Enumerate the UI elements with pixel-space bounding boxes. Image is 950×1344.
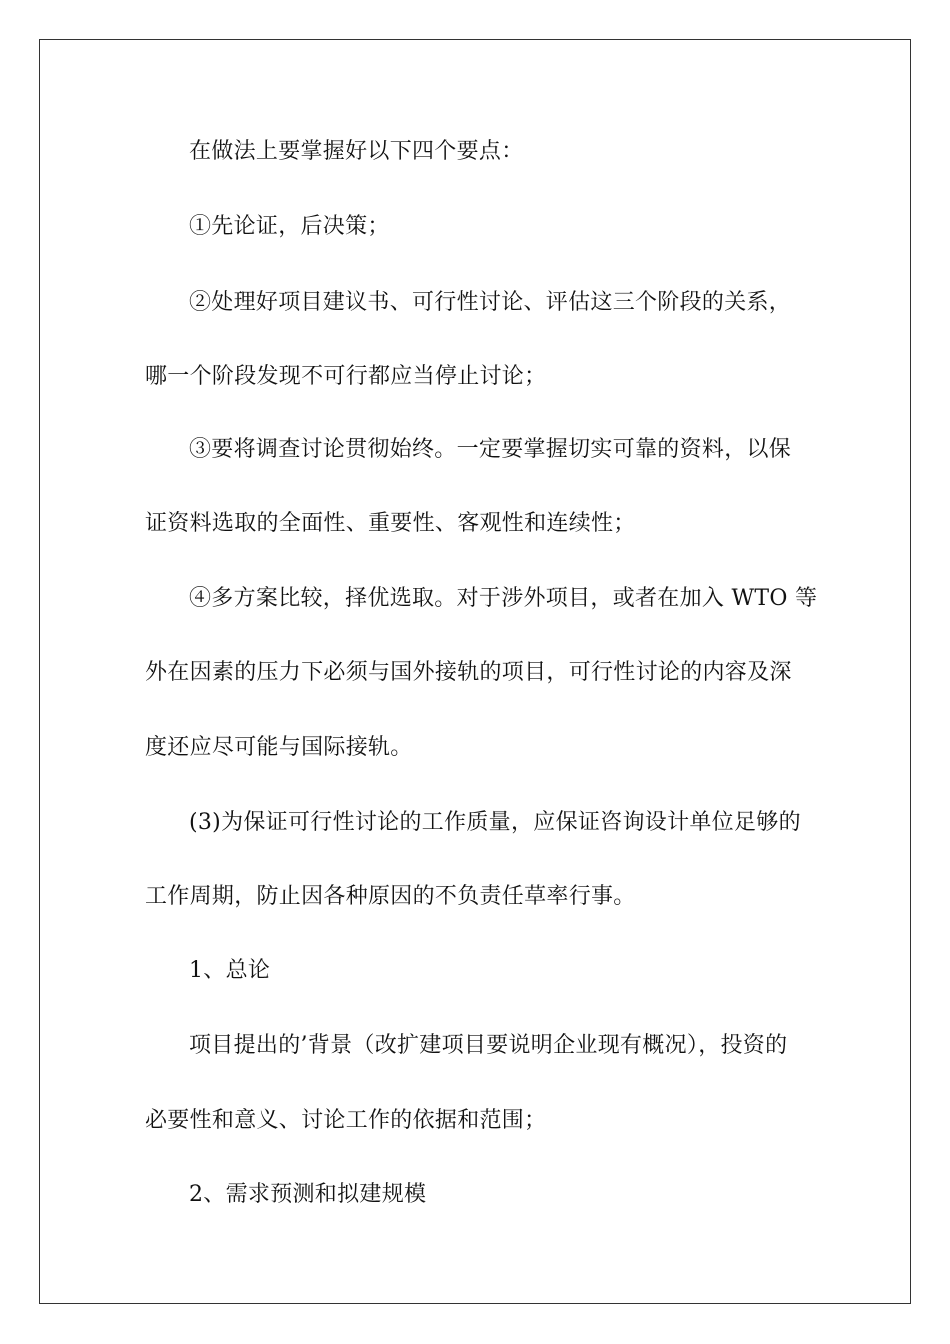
text-line: ①先论证，后决策；	[189, 214, 390, 239]
section-heading: 1、总论	[189, 958, 271, 983]
text-line: 度还应尽可能与国际接轨。	[145, 735, 413, 760]
text-line: ④多方案比较，择优选取。对于涉外项目，或者在加入 WTO 等	[189, 586, 818, 611]
text-line: 在做法上要掌握好以下四个要点：	[189, 139, 524, 164]
text-line: ③要将调查讨论贯彻始终。一定要掌握切实可靠的资料，以保	[189, 437, 792, 462]
text-line: ②处理好项目建议书、可行性讨论、评估这三个阶段的关系，	[189, 290, 792, 315]
text-line: 项目提出的’背景（改扩建项目要说明企业现有概况），投资的	[189, 1033, 788, 1058]
section-heading: 2、需求预测和拟建规模	[189, 1182, 427, 1207]
text-line: (3)为保证可行性讨论的工作质量，应保证咨询设计单位足够的	[189, 810, 801, 835]
text-line: 哪一个阶段发现不可行都应当停止讨论；	[145, 364, 547, 389]
text-line: 证资料选取的全面性、重要性、客观性和连续性；	[145, 511, 636, 536]
text-line: 必要性和意义、讨论工作的依据和范围；	[145, 1108, 547, 1133]
text-line: 外在因素的压力下必须与国外接轨的项目，可行性讨论的内容及深	[145, 660, 792, 685]
text-line: 工作周期，防止因各种原因的不负责任草率行事。	[145, 884, 636, 909]
